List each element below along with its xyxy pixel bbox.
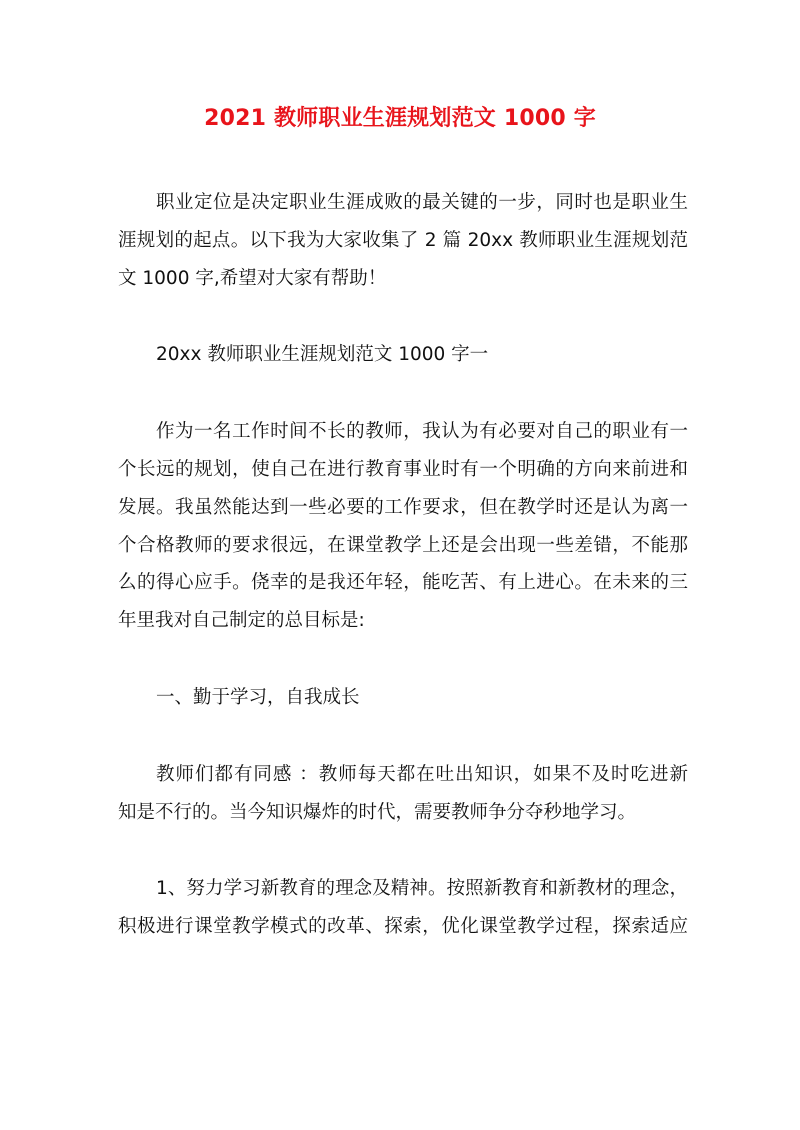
- paragraph-goals: [118, 413, 688, 640]
- paragraph-line: 职业定位是决定职业生涯成败的最关键的一步，同时也是职业生: [156, 192, 688, 213]
- paragraph-line: 文 1000 字,希望对大家有帮助！: [118, 267, 387, 289]
- paragraph-line: 个长远的规划，使自己在进行教育事业时有一个明确的方向来前进和: [118, 458, 688, 480]
- paragraph-line: 么的得心应手。侥幸的是我还年轻，能吃苦、有上进心。在未来的三: [118, 572, 688, 594]
- section-heading-line: 一、勤于学习，自我成长: [156, 686, 360, 708]
- paragraph-line: 作为一名工作时间不长的教师，我认为有必要对自己的职业有一: [156, 421, 688, 443]
- section-heading-study: [118, 679, 688, 717]
- paragraph-line: 知是不行的。当今知识爆炸的时代，需要教师争分夺秒地学习。: [118, 801, 637, 823]
- paragraph-line: 积极进行课堂教学模式的改革、探索，优化课堂教学过程，探索适应: [118, 916, 688, 938]
- paragraph-line: 1、努力学习新教育的理念及精神。按照新教育和新教材的理念，: [156, 878, 688, 900]
- document-title: 2021 教师职业生涯规划范文 1000 字: [204, 106, 596, 131]
- paragraph-line: 个合格教师的要求很远，在课堂教学上还是会出现一些差错，不能那: [118, 534, 688, 556]
- paragraph-consensus: [118, 756, 688, 832]
- paragraph-line: 教师们都有同感 ：教师每天都在吐出知识，如果不及时吃进新: [156, 763, 688, 785]
- section-heading-line: 20xx 教师职业生涯规划范文 1000 字一: [156, 344, 489, 366]
- paragraph-intro: [118, 184, 688, 297]
- section-heading-essay-one: [118, 336, 688, 374]
- document-body: [118, 184, 688, 985]
- paragraph-line: 发展。我虽然能达到一些必要的工作要求，但在教学时还是认为离一: [118, 496, 688, 518]
- paragraph-line: 涯规划的起点。以下我为大家收集了 2 篇 20xx 教师职业生涯规划范: [118, 229, 688, 251]
- paragraph-item-one: [118, 870, 688, 946]
- paragraph-line: 年里我对自己制定的总目标是:: [118, 610, 365, 632]
